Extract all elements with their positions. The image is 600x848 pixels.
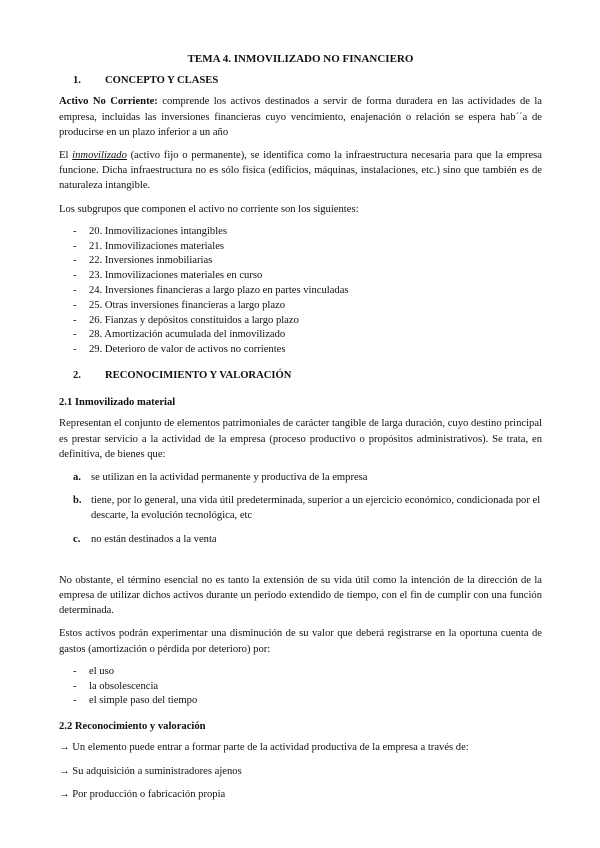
list-item: [59, 532, 542, 547]
characteristics-list: [59, 470, 542, 547]
cause-label: la obsolescencia: [89, 680, 159, 692]
dash-bullet: -: [73, 665, 77, 677]
causes-list: [59, 665, 542, 709]
list-item: [59, 299, 542, 314]
dash-bullet: -: [73, 225, 77, 237]
list-marker: a.: [73, 472, 81, 484]
list-item: [59, 470, 542, 485]
document-title: TEMA 4. INMOVILIZADO NO FINANCIERO: [187, 53, 414, 65]
dash-bullet: -: [73, 299, 77, 311]
dash-bullet: -: [73, 680, 77, 692]
arrow-line: → Un elemento puede entrar a formar parte de la actividad productiva de la empresa a través de:: [59, 742, 469, 754]
list-text: tiene, por lo general, una vida útil predeterminada, superior a un ejercicio económico, condicionada por el descarte, la evolución tecnológica, etc: [91, 495, 541, 522]
dash-bullet: -: [73, 240, 77, 252]
section-1-number: 1.: [73, 75, 81, 87]
list-text: se utilizan en la actividad permanente y productiva de la empresa: [91, 472, 368, 484]
section-2-number: 2.: [73, 370, 81, 381]
list-item: [59, 493, 542, 523]
inmovilizado-definition: (activo fijo o permanente), se identifica como la infraestructura necesaria para que la empresa funcione. Dicha infraestructura no es sólo física (edificios, máquinas, instalaciones, etc.) sino que también es de naturaleza intangible.: [59, 150, 542, 192]
list-item: [59, 328, 542, 343]
subgroup-label: 24. Inversiones financieras a largo plazo en partes vinculadas: [89, 285, 349, 297]
subgroup-label: 29. Deterioro de valor de activos no corrientes: [89, 344, 286, 356]
list-item: [59, 269, 542, 284]
list-item: [59, 694, 542, 709]
section-1-title: CONCEPTO Y CLASES: [105, 75, 219, 87]
arrow-line: → Por producción o fabricación propia: [59, 788, 226, 800]
list-item: [59, 665, 542, 680]
subgroup-label: 26. Fianzas y depósitos constituidos a largo plazo: [89, 314, 299, 326]
list-marker: c.: [73, 533, 81, 545]
disminucion-valor-paragraph: Estos activos podrán experimentar una disminución de su valor que deberá registrarse en la oportuna cuenta de gastos (amortización o pérdida por deterioro) por:: [59, 628, 542, 655]
inmovilizado-material-paragraph: Representan el conjunto de elementos patrimoniales de carácter tangible de larga duración, cuyo destino principal es prestar servicio a la actividad de la empresa (proceso productivo o propósitos administrativos). Se trata, en definitiva, de bienes que:: [59, 418, 542, 460]
list-item: [59, 240, 542, 255]
cause-label: el uso: [89, 665, 115, 677]
activo-no-corriente-term: Activo No Corriente:: [59, 96, 158, 108]
section-2-heading: [59, 368, 542, 383]
list-item: [59, 314, 542, 329]
activo-no-corriente-definition: comprende los activos destinados a servir de forma duradera en las actividades de la empresa, incluidas las inversiones financieras cuyo vencimiento, enajenación o relación se espera hab´´a de producirse en un plazo inferior a un año: [59, 96, 542, 138]
subsection-2-2-heading: 2.2 Reconocimiento y valoración: [59, 721, 206, 733]
subgroups-intro: Los subgrupos que componen el activo no corriente son los siguientes:: [59, 203, 359, 215]
dash-bullet: -: [73, 285, 77, 297]
list-item: [59, 254, 542, 269]
cause-label: el simple paso del tiempo: [89, 695, 198, 707]
inmovilizado-term: inmovilizado: [72, 150, 127, 162]
subgroup-label: 20. Inmovilizaciones intangibles: [89, 225, 227, 237]
section-1-heading: [59, 73, 542, 88]
dash-bullet: -: [73, 314, 77, 326]
subsection-2-1-heading: 2.1 Inmovilizado material: [59, 397, 176, 409]
inmovilizado-pre: El: [59, 150, 73, 162]
activo-no-corriente-paragraph: [59, 94, 542, 140]
dash-bullet: -: [73, 270, 77, 282]
arrow-line: → Su adquisición a suministradores ajenos: [59, 765, 242, 777]
section-2-title: RECONOCIMIENTO Y VALORACIÓN: [105, 370, 292, 381]
list-text: no están destinados a la venta: [91, 533, 217, 545]
subgroup-label: 22. Inversiones inmobiliarias: [89, 255, 213, 267]
list-item: [59, 343, 542, 358]
subgroups-list: [59, 225, 542, 358]
inmovilizado-paragraph: [59, 148, 542, 194]
list-item: [59, 284, 542, 299]
vida-util-paragraph: No obstante, el término esencial no es tanto la extensión de su vida útil como la intención de la dirección de la empresa de utilizar dichos activos durante un periodo extendido de tiempo, con el fin de cumplir con una función determinada.: [59, 574, 542, 617]
subgroup-label: 21. Inmovilizaciones materiales: [89, 240, 225, 252]
list-item: [59, 225, 542, 240]
dash-bullet: -: [73, 329, 77, 341]
subgroup-label: 28. Amortización acumulada del inmovilizado: [89, 329, 286, 341]
list-item: [59, 680, 542, 695]
subgroup-label: 23. Inmovilizaciones materiales en curso: [89, 270, 263, 282]
dash-bullet: -: [73, 695, 77, 707]
dash-bullet: -: [73, 344, 77, 356]
document-page: [59, 52, 542, 810]
dash-bullet: -: [73, 255, 77, 267]
spacer: [59, 557, 542, 573]
list-marker: b.: [73, 495, 82, 507]
subgroup-label: 25. Otras inversiones financieras a largo plazo: [89, 299, 286, 311]
